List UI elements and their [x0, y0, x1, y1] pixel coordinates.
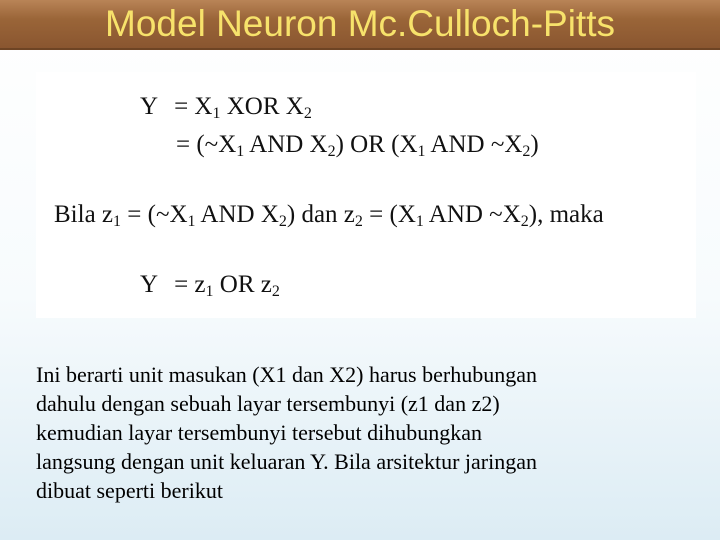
formula-token: = (~X [176, 131, 237, 158]
formula-token: ) dan z [286, 201, 355, 228]
formula-subscript: 1 [417, 143, 426, 160]
formula-subscript: 2 [271, 283, 280, 300]
paragraph-line: dahulu dengan sebuah layar tersembunyi (z1 dan z2) [36, 391, 500, 416]
formula-token: AND ~X [423, 201, 521, 228]
paragraph-line: kemudian layar tersembunyi tersebut dihubungkan [36, 420, 482, 445]
explanation-paragraph [36, 360, 706, 505]
formula-subscript: 2 [327, 143, 336, 160]
formula-image [36, 72, 696, 318]
formula-token: AND X [244, 131, 328, 158]
formula-token: = (~X [121, 201, 188, 228]
paragraph-line: langsung dengan unit keluaran Y. Bila arsitektur jaringan [36, 449, 537, 474]
formula-token: Bila z [54, 201, 114, 228]
formula-subscript: 1 [205, 283, 214, 300]
formula-token: = X [174, 93, 213, 120]
formula-subscript: 2 [303, 105, 312, 122]
slide-title: Model Neuron Mc.Culloch-Pitts [105, 3, 615, 44]
formula-token: AND X [195, 201, 279, 228]
formula-subscript: 2 [520, 213, 529, 230]
formula-subscript: 1 [113, 213, 122, 230]
formula-token: ), maka [528, 201, 604, 228]
formula-line-2 [176, 131, 539, 160]
formula-subscript: 1 [415, 213, 424, 230]
formula-token: ) [530, 131, 539, 158]
formula-token: Y [140, 93, 159, 120]
formula-subscript: 2 [354, 213, 363, 230]
formula-subscript: 1 [212, 105, 221, 122]
formula-token: AND ~X [425, 131, 523, 158]
formula-token: = (X [362, 201, 416, 228]
formula-token: = z [174, 271, 206, 298]
title-bar [0, 0, 720, 50]
formula-token: ) OR (X [335, 131, 418, 158]
formula-subscript: 1 [236, 143, 245, 160]
formula-line-1 [140, 93, 312, 122]
formula-line-3 [54, 201, 604, 230]
paragraph-line: dibuat seperti berikut [36, 478, 223, 503]
formula-subscript: 2 [278, 213, 287, 230]
formula-line-4 [140, 271, 280, 300]
paragraph-line: Ini berarti unit masukan (X1 dan X2) harus berhubungan [36, 362, 537, 387]
formula-subscript: 2 [522, 143, 531, 160]
formula-subscript: 1 [187, 213, 196, 230]
formula-token: XOR X [220, 93, 304, 120]
formula-token: OR z [213, 271, 272, 298]
formula-token: Y [140, 271, 159, 298]
